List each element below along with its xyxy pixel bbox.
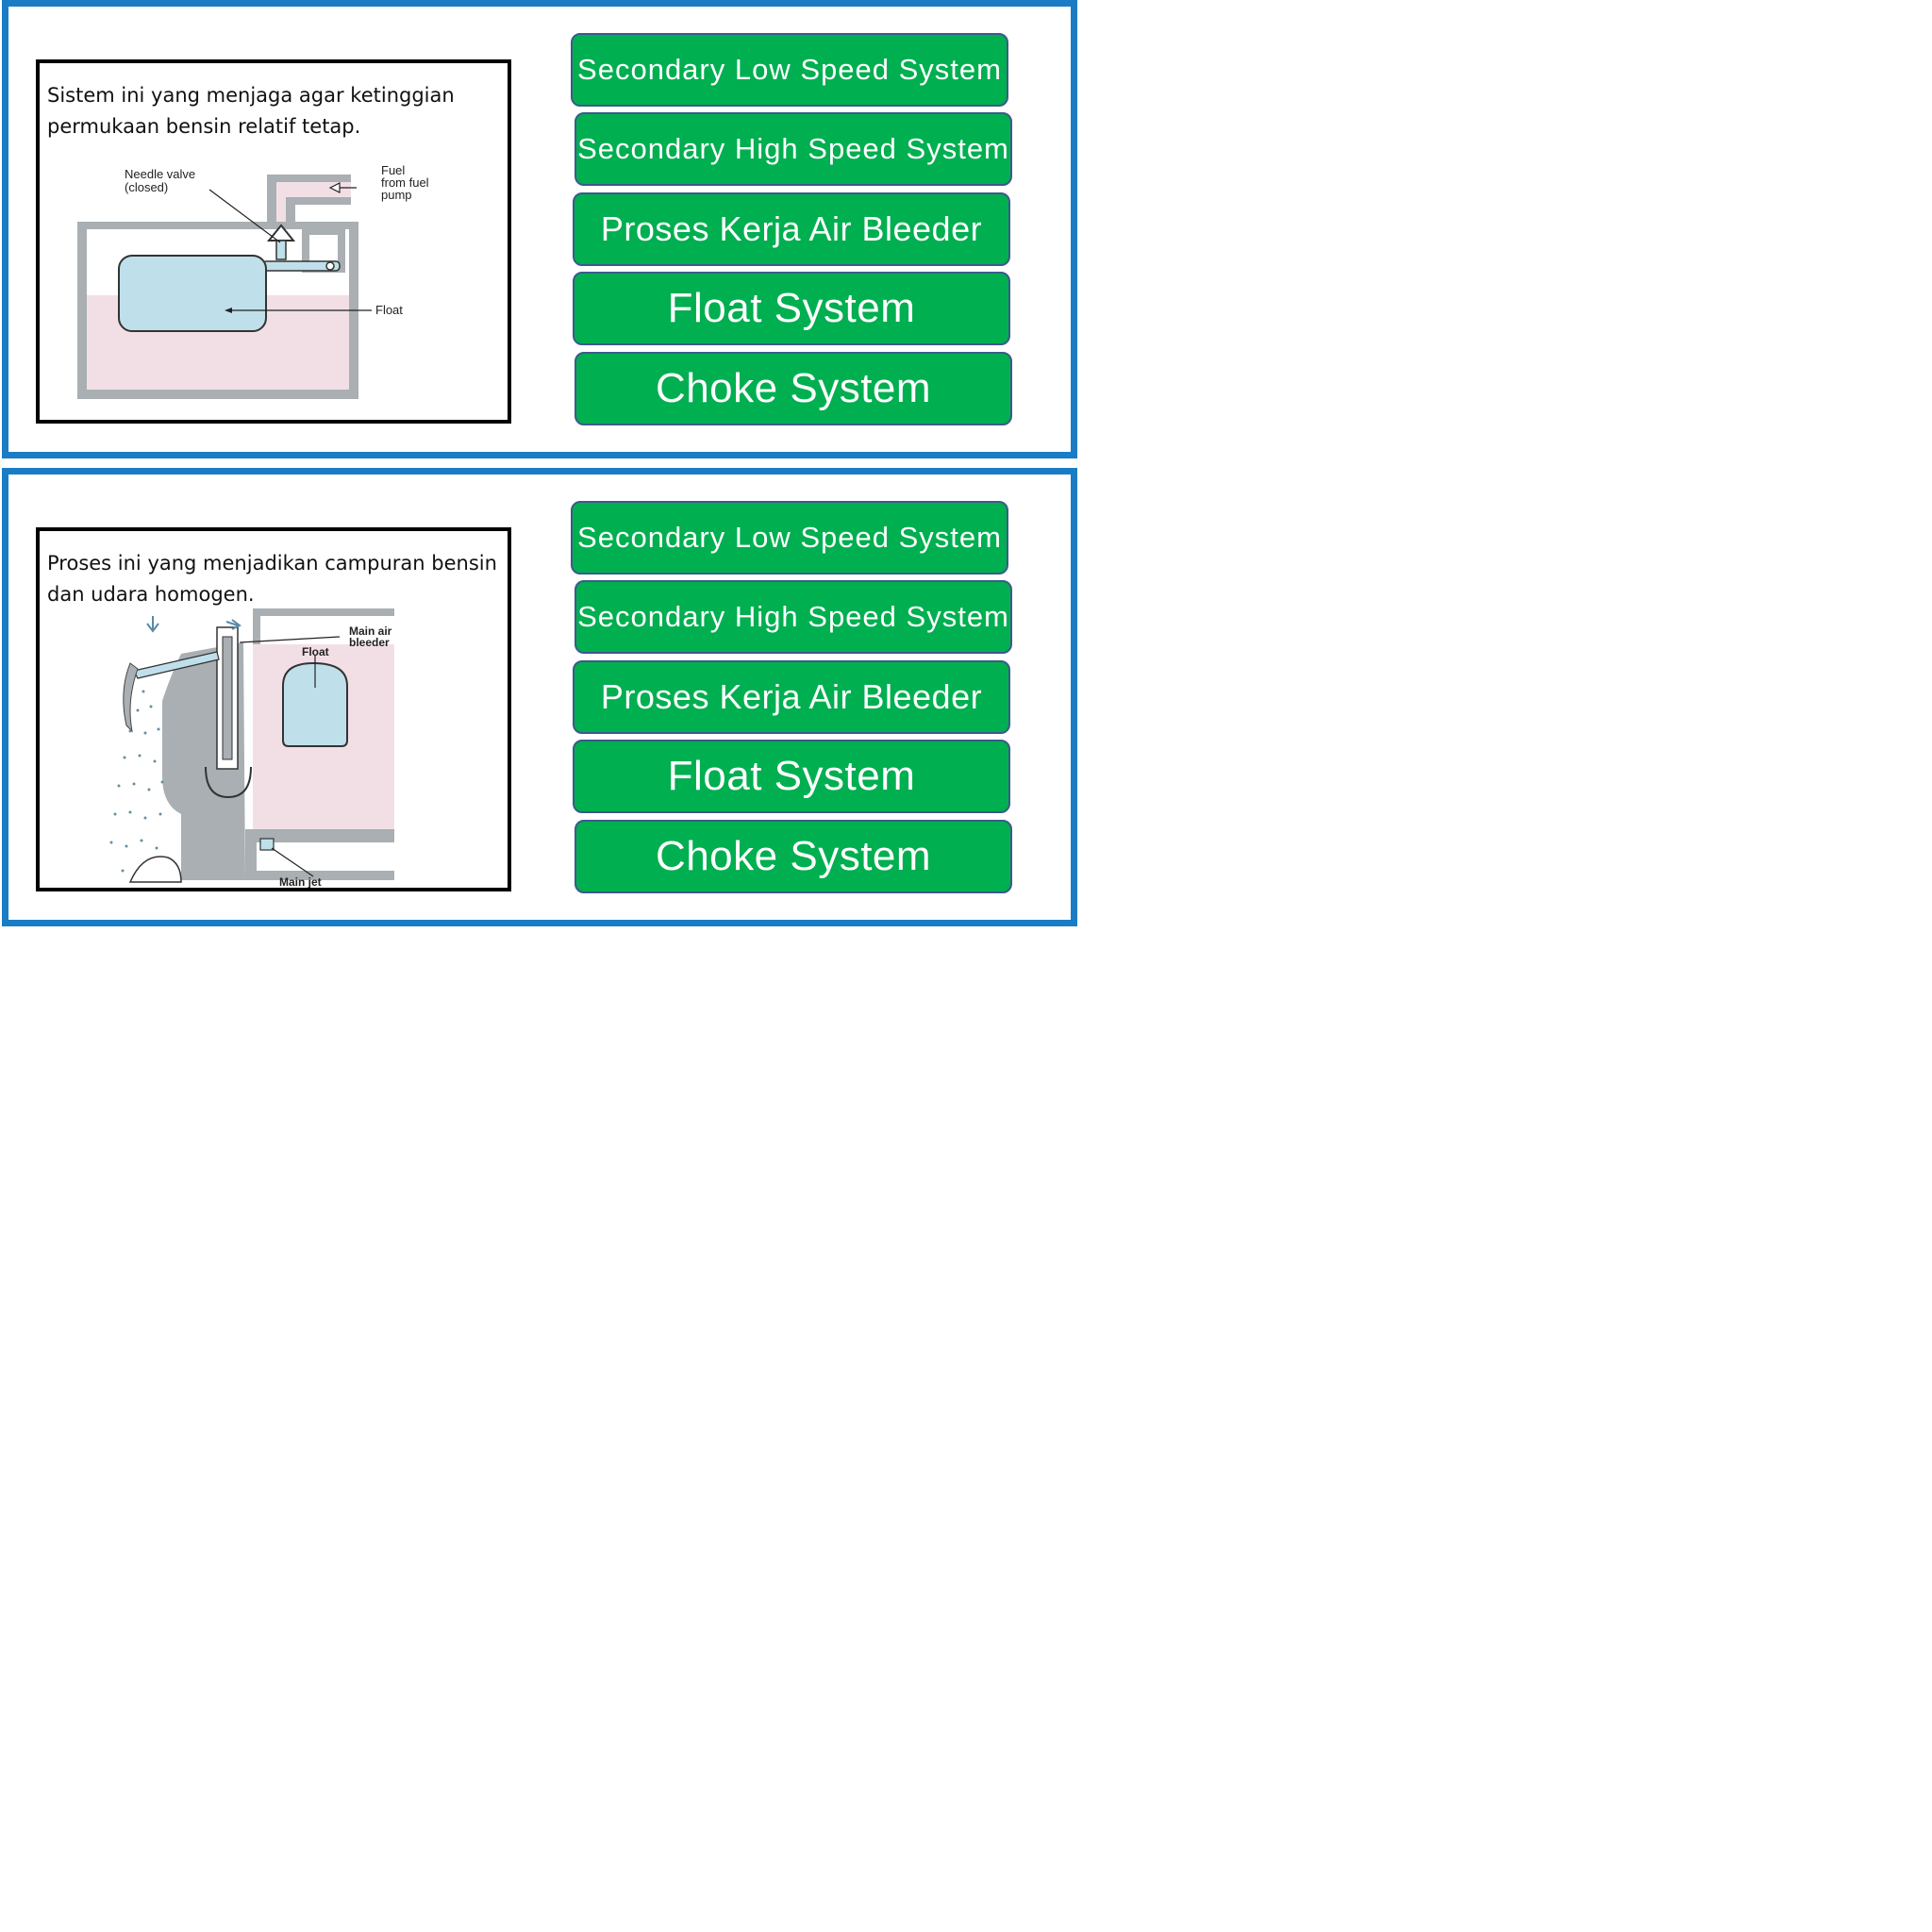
option-air-bleeder[interactable]: Proses Kerja Air Bleeder [573,660,1010,734]
label-fuel-3: pump [381,188,412,202]
option-secondary-high-speed[interactable]: Secondary High Speed System [575,112,1012,186]
question-box [36,527,511,891]
label-float: Float [302,645,329,658]
label-float: Float [375,303,403,317]
question-text: Sistem ini yang menjaga agar ketinggian permukaan bensin relatif tetap. [47,84,455,138]
option-float-system[interactable]: Float System [573,272,1010,345]
option-air-bleeder[interactable]: Proses Kerja Air Bleeder [573,192,1010,266]
quiz-card-2 [2,468,1077,926]
option-secondary-high-speed[interactable]: Secondary High Speed System [575,580,1012,654]
option-float-system[interactable]: Float System [573,740,1010,813]
option-secondary-low-speed[interactable]: Secondary Low Speed System [571,501,1008,575]
label-fuel-2: from fuel [381,175,429,190]
label-closed: (closed) [125,180,169,194]
label-fuel-1: Fuel [381,163,406,177]
option-secondary-low-speed[interactable]: Secondary Low Speed System [571,33,1008,107]
label-needle-valve: Needle valve [125,167,196,181]
question-text: Proses ini yang menjadikan campuran bensin dan udara homogen. [47,552,497,606]
option-choke-system[interactable]: Choke System [575,820,1012,893]
label-main-air-2: bleeder [349,636,390,649]
option-choke-system[interactable]: Choke System [575,352,1012,425]
quiz-card-1 [2,0,1077,458]
question-box [36,59,511,424]
label-main-jet: Main jet [279,875,322,888]
label-main-air-1: Main air [349,625,392,638]
